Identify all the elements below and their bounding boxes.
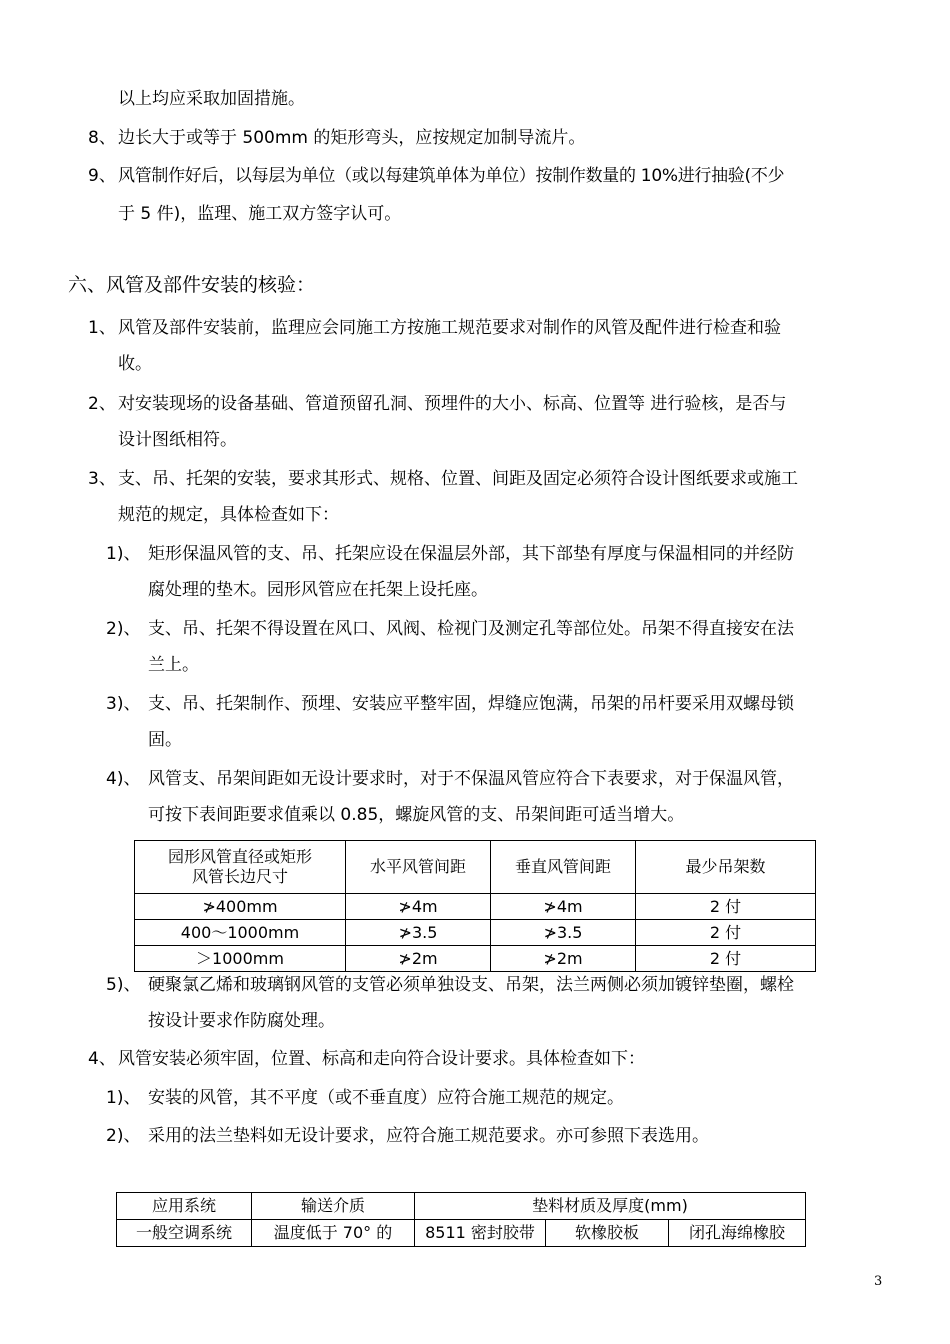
text-line: 支、吊、托架制作、预埋、安装应平整牢固，焊缝应饱满，吊架的吊杆要采用双螺母锁: [148, 694, 794, 714]
table-cell: 400～1000mm: [135, 920, 346, 946]
table-header-cell: 垂直风管间距: [491, 841, 636, 894]
table-cell: ≯2m: [346, 946, 491, 972]
page-number: 3: [874, 1274, 883, 1289]
table-header-cell: 垫料材质及厚度(mm): [415, 1193, 806, 1220]
table-cell: ≯3.5: [346, 920, 491, 946]
text-line: 风管支、吊架间距如无设计要求时，对于不保温风管应符合下表要求，对于保温风管，: [148, 769, 794, 789]
gasket-material-table: [116, 1192, 806, 1247]
text-line: 于 5 件)，监理、施工双方签字认可。: [118, 204, 402, 224]
section-heading: 六、风管及部件安装的核验：: [68, 274, 316, 296]
text-line: 按设计要求作防腐处理。: [148, 1011, 335, 1031]
table-header-cell: 应用系统: [117, 1193, 252, 1220]
sub-item-number: 5)、: [106, 975, 141, 995]
table-cell: 温度低于 70° 的: [252, 1220, 415, 1247]
text-line: 支、吊、托架不得设置在风口、风阀、检视门及测定孔等部位处。吊架不得直接安在法: [148, 619, 794, 639]
text-line: 采用的法兰垫料如无设计要求，应符合施工规范要求。亦可参照下表选用。: [148, 1126, 709, 1146]
sub-item-number: 4)、: [106, 769, 141, 789]
table-cell: 2 付: [636, 894, 816, 920]
text-line: 风管制作好后，以每层为单位（或以每建筑单体为单位）按制作数量的 10%进行抽验(不少: [118, 166, 785, 186]
text-line: 规范的规定，具体检查如下：: [118, 505, 339, 525]
table-header-row: [135, 841, 816, 894]
item-number: 2、: [88, 394, 116, 414]
table-cell: 2 付: [636, 946, 816, 972]
table-header-row: [117, 1193, 806, 1220]
table-cell: ≯2m: [491, 946, 636, 972]
table-cell: 2 付: [636, 920, 816, 946]
sub-item-number: 1)、: [106, 1088, 141, 1108]
table-header-cell: 水平风管间距: [346, 841, 491, 894]
text-line: 腐处理的垫木。园形风管应在托架上设托座。: [148, 580, 488, 600]
item-number: 9、: [88, 166, 116, 186]
item-number: 3、: [88, 469, 116, 489]
text-line: 固。: [148, 730, 182, 750]
item-number: 4、: [88, 1049, 116, 1069]
sub-item-number: 3)、: [106, 694, 141, 714]
text-line: 矩形保温风管的支、吊、托架应设在保温层外部，其下部垫有厚度与保温相同的并经防: [148, 544, 794, 564]
table-cell: ≯400mm: [135, 894, 346, 920]
text-line: 设计图纸相符。: [118, 430, 237, 450]
text-line: 边长大于或等于 500mm 的矩形弯头，应按规定加制导流片。: [118, 128, 586, 148]
table-cell: 一般空调系统: [117, 1220, 252, 1247]
text-line: 可按下表间距要求值乘以 0.85，螺旋风管的支、吊架间距可适当增大。: [148, 805, 685, 825]
table-cell: 闭孔海绵橡胶: [669, 1220, 806, 1247]
item-number: 8、: [88, 128, 116, 148]
table-header-cell: [135, 841, 346, 894]
sub-item-number: 2)、: [106, 619, 141, 639]
text-line: 以上均应采取加固措施。: [118, 89, 305, 109]
text-line: 兰上。: [148, 655, 199, 675]
table-row: [135, 894, 816, 920]
text-line: 支、吊、托架的安装，要求其形式、规格、位置、间距及固定必须符合设计图纸要求或施工: [118, 469, 798, 489]
item-number: 1、: [88, 318, 116, 338]
table-row: [117, 1220, 806, 1247]
text-line: 风管及部件安装前，监理应会同施工方按施工规范要求对制作的风管及配件进行检查和验: [118, 318, 781, 338]
table-cell: 8511 密封胶带: [415, 1220, 546, 1247]
table-row: [135, 920, 816, 946]
text-line: 收。: [118, 354, 152, 374]
sub-item-number: 2)、: [106, 1126, 141, 1146]
table-cell: ≯3.5: [491, 920, 636, 946]
table-header-cell: 最少吊架数: [636, 841, 816, 894]
table-cell: ＞1000mm: [135, 946, 346, 972]
text-line: 风管安装必须牢固，位置、标高和走向符合设计要求。具体检查如下：: [118, 1049, 645, 1069]
table-header-cell: 输送介质: [252, 1193, 415, 1220]
header-line: 风管长边尺寸: [191, 867, 288, 886]
support-spacing-table: [134, 840, 816, 972]
text-line: 安装的风管，其不平度（或不垂直度）应符合施工规范的规定。: [148, 1088, 624, 1108]
table-cell: ≯4m: [346, 894, 491, 920]
text-line: 硬聚氯乙烯和玻璃钢风管的支管必须单独设支、吊架，法兰两侧必须加镀锌垫圈，螺栓: [148, 975, 794, 995]
text-line: 对安装现场的设备基础、管道预留孔洞、预埋件的大小、标高、位置等 进行验核，是否与: [118, 394, 787, 414]
table-cell: ≯4m: [491, 894, 636, 920]
table-row: [135, 946, 816, 972]
header-line: 园形风管直径或矩形: [167, 847, 312, 866]
table-cell: 软橡胶板: [546, 1220, 669, 1247]
sub-item-number: 1)、: [106, 544, 141, 564]
